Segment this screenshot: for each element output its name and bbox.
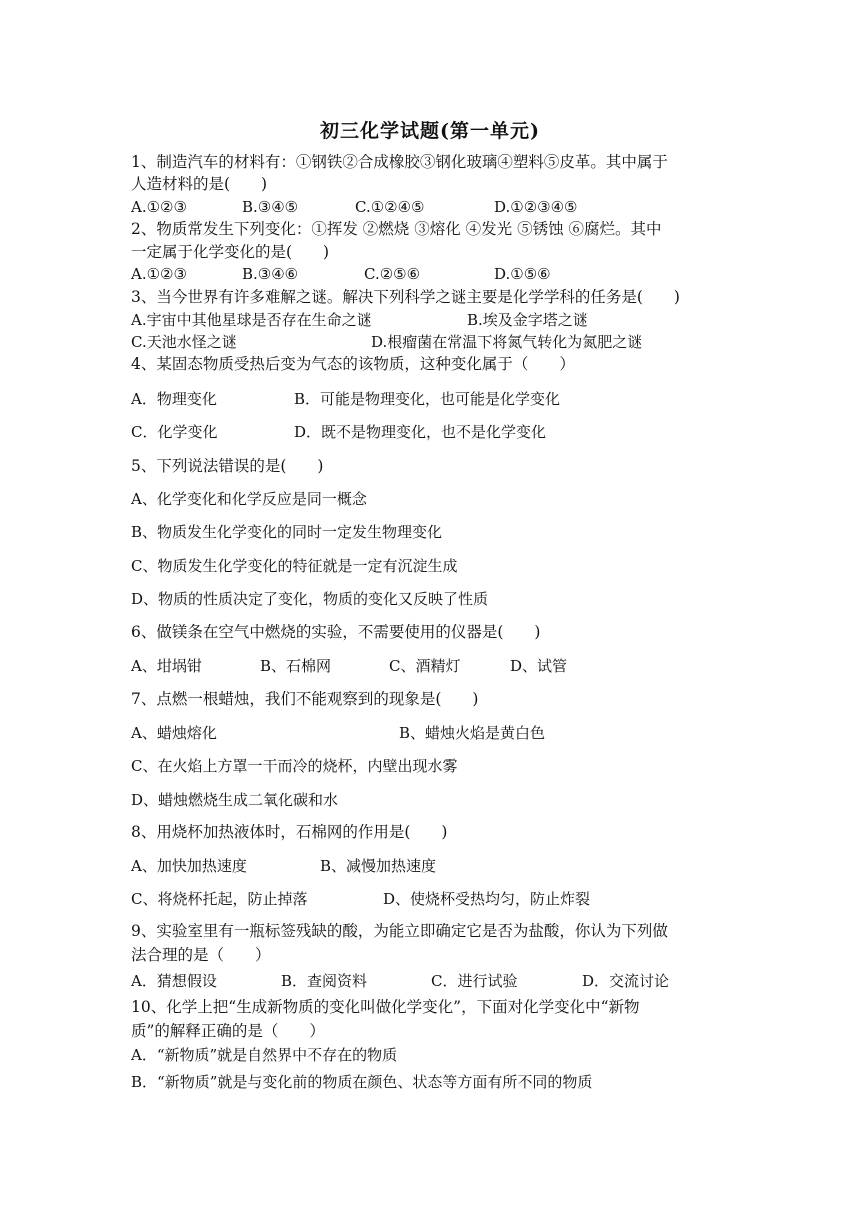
question-5-option-c: C、物质发生化学变化的特征就是一定有沉淀生成: [131, 557, 458, 575]
question-7-option-d: D、蜡烛燃烧生成二氧化碳和水: [131, 791, 339, 809]
question-8-option-b: B、减慢加热速度: [320, 857, 437, 875]
question-7-option-c: C、在火焰上方罩一干而冷的烧杯，内壁出现水雾: [131, 757, 458, 775]
question-1-stem-line-1: 1、制造汽车的材料有：①钢铁②合成橡胶③钢化玻璃④塑料⑤皮革。其中属于: [131, 153, 668, 171]
question-5-option-a: A、化学变化和化学反应是同一概念: [131, 490, 367, 508]
question-2-option-b: B.③④⑥: [242, 265, 299, 283]
question-9-stem-line-2: 法合理的是（ ）: [131, 946, 271, 964]
question-6-option-c: C、酒精灯: [389, 657, 461, 675]
question-4-option-a: A．物理变化: [131, 390, 217, 408]
question-7-option-a: A、蜡烛熔化: [131, 724, 217, 742]
question-8-option-c: C、将烧杯托起，防止掉落: [131, 890, 308, 908]
question-9-stem-line-1: 9、实验室里有一瓶标签残缺的酸，为能立即确定它是否为盐酸，你认为下列做: [131, 922, 668, 940]
question-1-option-a: A.①②③: [131, 198, 187, 216]
question-10-stem-line-2: 质”的解释正确的是（ ）: [131, 1022, 325, 1040]
question-9-option-c: C．进行试验: [431, 972, 518, 990]
question-8-stem: 8、用烧杯加热液体时，石棉网的作用是( ): [131, 823, 448, 841]
page-title: 初三化学试题(第一单元): [320, 120, 540, 142]
question-1-option-c: C.①②④⑤: [355, 198, 425, 216]
question-5-option-d: D、物质的性质决定了变化，物质的变化又反映了性质: [131, 590, 489, 608]
question-4-option-c: C．化学变化: [131, 423, 218, 441]
question-2-stem-line-1: 2、物质常发生下列变化：①挥发 ②燃烧 ③熔化 ④发光 ⑤锈蚀 ⑥腐烂。其中: [131, 220, 662, 238]
question-6-option-a: A、坩埚钳: [131, 657, 202, 675]
question-10-option-b: B．“新物质”就是与变化前的物质在颜色、状态等方面有所不同的物质: [131, 1073, 593, 1091]
question-6-stem: 6、做镁条在空气中燃烧的实验，不需要使用的仪器是( ): [131, 623, 541, 641]
question-3-option-b: B.埃及金字塔之谜: [467, 311, 588, 329]
question-10-stem-line-1: 10、化学上把“生成新物质的变化叫做化学变化”，下面对化学变化中“新物: [131, 998, 640, 1016]
question-9-option-d: D．交流讨论: [582, 972, 670, 990]
question-9-option-b: B．查阅资料: [281, 972, 368, 990]
question-7-option-b: B、蜡烛火焰是黄白色: [399, 724, 546, 742]
question-3-stem: 3、当今世界有许多难解之谜。解决下列科学之谜主要是化学学科的任务是( ): [131, 288, 680, 306]
question-3-option-a: A.宇宙中其他星球是否存在生命之谜: [131, 311, 372, 329]
question-1-stem-line-2: 人造材料的是( ): [131, 175, 268, 193]
question-10-option-a: A．“新物质”就是自然界中不存在的物质: [131, 1046, 398, 1064]
question-6-option-b: B、石棉网: [260, 657, 332, 675]
question-8-option-a: A、加快加热速度: [131, 857, 247, 875]
question-2-option-c: C.②⑤⑥: [364, 265, 421, 283]
question-8-option-d: D、使烧杯受热均匀，防止炸裂: [383, 890, 591, 908]
question-5-stem: 5、下列说法错误的是( ): [131, 457, 324, 475]
question-1-option-d: D.①②③④⑤: [494, 198, 578, 216]
question-7-stem: 7、点燃一根蜡烛，我们不能观察到的现象是( ): [131, 690, 479, 708]
question-2-option-d: D.①⑤⑥: [494, 265, 551, 283]
question-3-option-c: C.天池水怪之谜: [131, 333, 237, 351]
question-2-stem-line-2: 一定属于化学变化的是( ): [131, 243, 330, 261]
question-6-option-d: D、试管: [510, 657, 568, 675]
question-2-option-a: A.①②③: [131, 265, 187, 283]
question-4-option-d: D．既不是物理变化，也不是化学变化: [294, 423, 547, 441]
question-4-option-b: B．可能是物理变化，也可能是化学变化: [294, 390, 561, 408]
question-1-option-b: B.③④⑤: [242, 198, 299, 216]
question-4-stem: 4、某固态物质受热后变为气态的该物质，这种变化属于（ ）: [131, 355, 575, 373]
question-3-option-d: D.根瘤菌在常温下将氮气转化为氮肥之谜: [371, 333, 643, 351]
question-5-option-b: B、物质发生化学变化的同时一定发生物理变化: [131, 523, 443, 541]
question-9-option-a: A．猜想假设: [131, 972, 217, 990]
